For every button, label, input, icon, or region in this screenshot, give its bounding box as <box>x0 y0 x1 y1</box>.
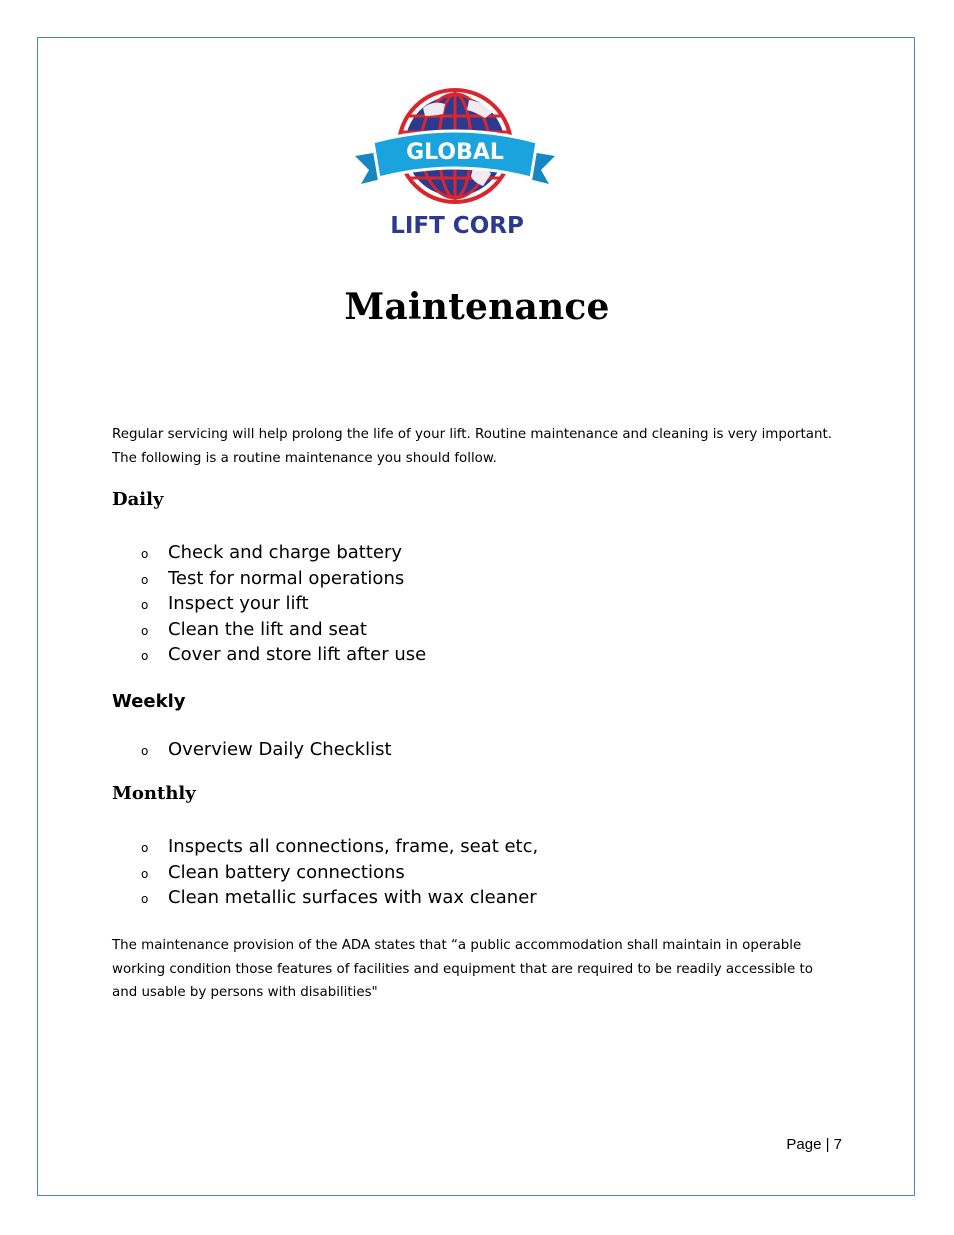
bullet-icon: o <box>141 892 149 907</box>
bullet-icon: o <box>141 744 149 758</box>
bullet-icon: o <box>141 623 149 638</box>
list-item: o Clean battery connections <box>140 860 538 886</box>
monthly-heading: Monthly <box>112 783 196 804</box>
page-title: Maintenance <box>344 286 610 328</box>
bullet-icon: o <box>141 866 149 881</box>
bullet-icon: o <box>141 572 149 587</box>
list-item: o Check and charge battery <box>140 540 426 566</box>
list-item: o Inspect your lift <box>140 591 426 617</box>
list-item: o Inspects all connections, frame, seat etc, <box>140 834 538 860</box>
weekly-heading: Weekly <box>112 691 186 712</box>
daily-list <box>140 540 426 668</box>
bullet-icon: o <box>141 598 149 613</box>
monthly-list <box>140 834 538 911</box>
bullet-icon: o <box>141 547 149 561</box>
list-item: o Cover and store lift after use <box>140 642 426 668</box>
intro-paragraph: Regular servicing will help prolong the life of your lift. Routine maintenance and cleaning is very important. The following is a routine maintenance you should follow. <box>112 427 832 466</box>
list-item: o Clean the lift and seat <box>140 617 426 643</box>
list-item: o Clean metallic surfaces with wax cleaner <box>140 885 538 911</box>
logo-text-global: GLOBAL <box>406 140 504 165</box>
logo-text-lift-corp: LIFT CORP <box>390 213 524 239</box>
bullet-icon: o <box>141 649 149 664</box>
ada-provision-paragraph: The maintenance provision of the ADA states that “a public accommodation shall maintain in operable working condition those features of facilities and equipment that are required to be readily accessible to and usable by persons with disabilities" <box>112 938 813 1000</box>
list-item: o Test for normal operations <box>140 566 426 592</box>
bullet-icon: o <box>141 841 149 855</box>
list-item: o Overview Daily Checklist <box>140 737 392 763</box>
daily-heading: Daily <box>112 489 164 510</box>
global-lift-corp-logo <box>345 82 565 242</box>
page-number: Page | 7 <box>786 1136 842 1153</box>
weekly-list <box>140 737 392 763</box>
